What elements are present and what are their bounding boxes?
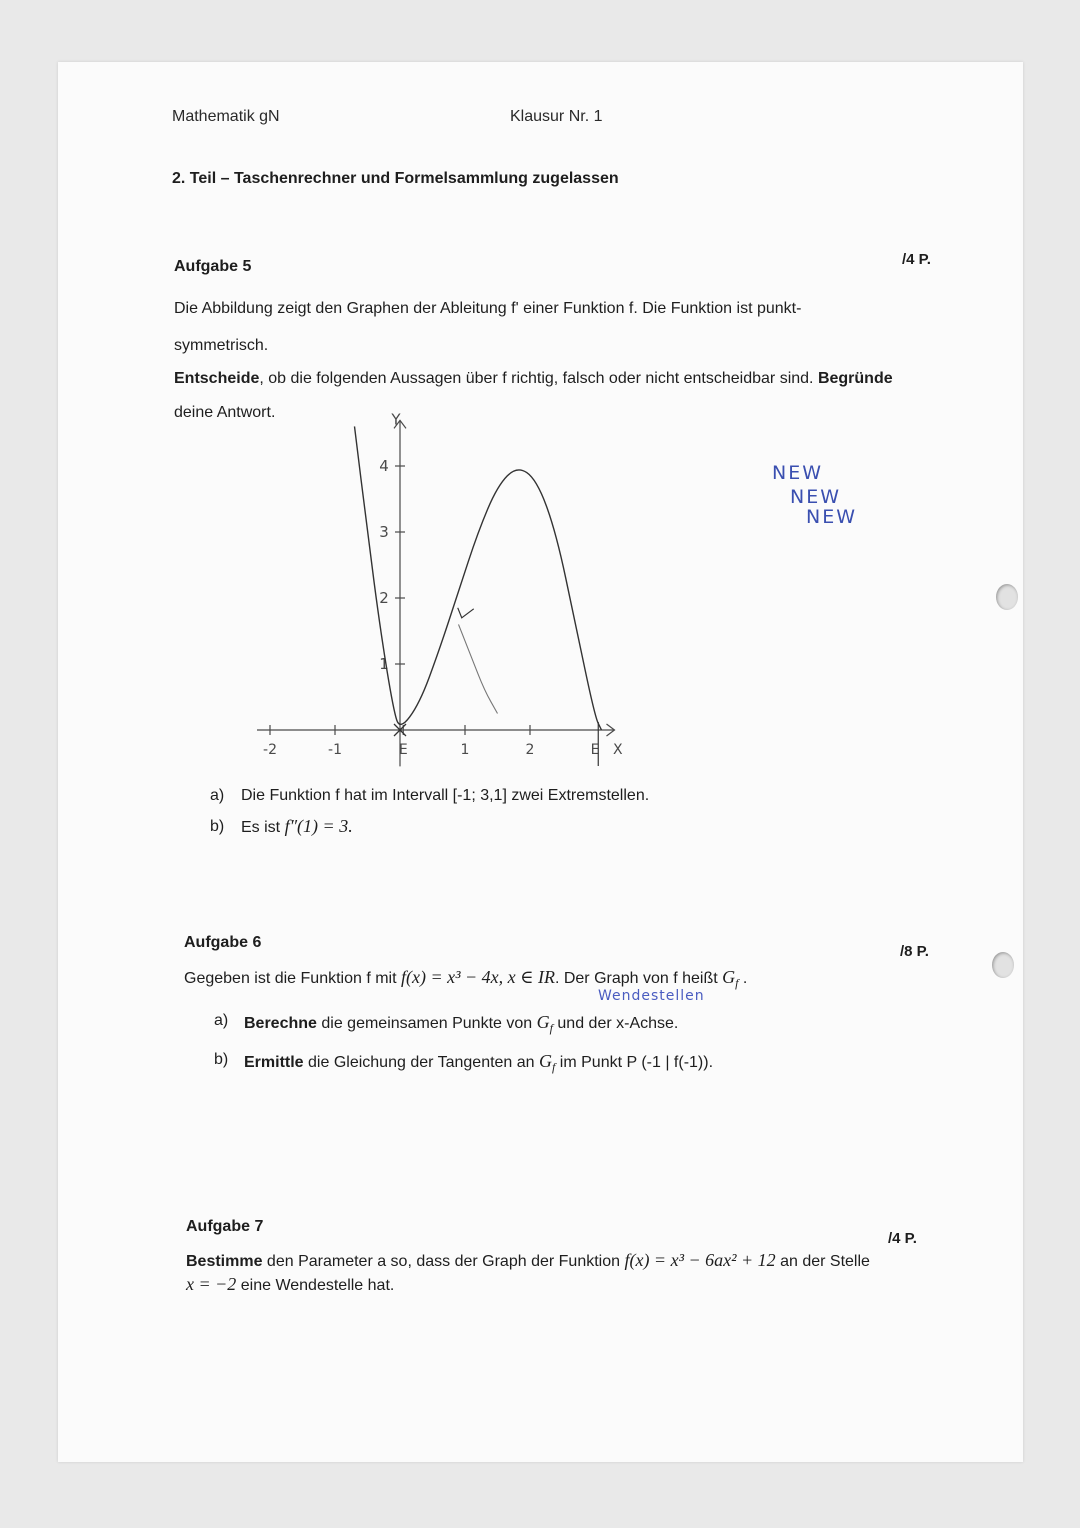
x-tick-label-4: 2 xyxy=(525,742,535,758)
task6-given-math: f(x) = x³ − 4x, x ∈ IR xyxy=(401,967,555,987)
y-tick-label-1: 1 xyxy=(379,655,389,673)
task6-a-text xyxy=(244,1012,678,1036)
task6-given-post: . Der Graph von f heißt xyxy=(554,970,723,987)
y-tick-label-4: 4 xyxy=(379,457,389,475)
task6-given: Gegeben ist die Funktion f mit f(x) = x³ − 4x, x ∈ IR. Der Graph von f heißt $G_f$ . xyxy=(184,967,748,991)
x-tick-label-5: E xyxy=(590,742,600,758)
task6-a-pre: die gemeinsamen Punkte von xyxy=(316,1015,537,1032)
x-tick-label-2: E xyxy=(398,742,408,758)
handwriting-new-3: NEW xyxy=(806,506,858,528)
task5-a-text: Die Funktion f hat im Intervall [-1; 3,1] zwei Extremstellen. xyxy=(241,787,650,804)
handwriting-wendestellen: Wendestellen xyxy=(598,988,705,1004)
header-exam: Klausur Nr. 1 xyxy=(510,108,603,125)
task7-line2-post: eine Wendestelle hat. xyxy=(236,1277,395,1294)
handwriting-new-1: NEW xyxy=(772,462,824,484)
task6-b-graph-sub: f xyxy=(552,1060,556,1075)
task6-a-label: a) xyxy=(214,1012,229,1029)
part-title: 2. Teil – Taschenrechner und Formelsammlung zugelassen xyxy=(172,170,619,187)
task5-instr-mid: , ob die folgenden Aussagen über f richtig, falsch oder nicht entscheidbar sind. xyxy=(259,370,818,387)
task7-line2 xyxy=(186,1274,394,1295)
task5-intro-line1: Die Abbildung zeigt den Graphen der Ableitung f' einer Funktion f. Die Funktion ist punkt- xyxy=(174,300,802,317)
task6-given-pre: Gegeben ist die Funktion f mit xyxy=(184,970,401,987)
task6-graph-name: G xyxy=(722,967,736,987)
task5-a-label: a) xyxy=(210,787,225,804)
handwriting-new-2: NEW xyxy=(790,486,842,508)
task5-b-text xyxy=(241,816,353,837)
punch-hole-bottom xyxy=(992,952,1014,978)
y-axis-label: Y xyxy=(391,410,401,429)
task6-a-graph: G xyxy=(536,1012,550,1032)
series-line-1 xyxy=(459,624,498,713)
header-subject: Mathematik gN xyxy=(172,108,280,125)
task5-points: /4 P. xyxy=(902,251,931,268)
x-tick-label-3: 1 xyxy=(460,742,470,758)
x-tick-label-0: -2 xyxy=(263,742,277,758)
task6-b-post: im Punkt P (-1 | f(-1)). xyxy=(555,1054,714,1071)
task7-post: an der Stelle xyxy=(775,1253,870,1270)
y-tick-label-3: 3 xyxy=(379,523,389,541)
x-tick-label-1: -1 xyxy=(328,742,342,758)
task6-b-text xyxy=(244,1051,713,1075)
task6-b-graph: G xyxy=(539,1051,553,1071)
x-tick-label-6: X xyxy=(612,742,623,758)
task5-instruction-line2: deine Antwort. xyxy=(174,404,276,421)
task7-points: /4 P. xyxy=(888,1230,917,1247)
crossing-mark xyxy=(458,608,474,618)
task6-a-post: und der x-Achse. xyxy=(552,1015,679,1032)
task7-line2-math: x = −2 xyxy=(186,1274,237,1294)
task7-title: Aufgabe 7 xyxy=(186,1218,264,1235)
task6-a-graph-sub: f xyxy=(549,1021,553,1036)
series-line-0 xyxy=(355,426,602,730)
task6-b-bold: Ermittle xyxy=(244,1054,304,1071)
task6-points: /8 P. xyxy=(900,943,929,960)
task6-a-bold: Berechne xyxy=(244,1015,317,1032)
task7-math: f(x) = x³ − 6ax² + 12 xyxy=(624,1250,776,1270)
task7-line1 xyxy=(186,1250,870,1271)
punch-hole-top xyxy=(996,584,1018,610)
task5-b-pre: Es ist xyxy=(241,819,285,836)
y-tick-label-2: 2 xyxy=(379,589,389,607)
task5-title: Aufgabe 5 xyxy=(174,258,252,275)
task5-instr-bold-justify: Begründe xyxy=(817,370,893,387)
task6-b-pre: die Gleichung der Tangenten an xyxy=(303,1054,540,1071)
task5-instr-bold-decide: Entscheide xyxy=(174,370,260,387)
task6-b-label: b) xyxy=(214,1051,229,1068)
task7-bold: Bestimme xyxy=(186,1253,263,1270)
task5-intro-line2: symmetrisch. xyxy=(174,337,269,354)
task6-graph-sub: f xyxy=(735,976,739,991)
derivative-graph xyxy=(220,410,670,780)
task7-pre: den Parameter a so, dass der Graph der Funktion xyxy=(262,1253,625,1270)
task5-instruction-line1 xyxy=(174,370,893,388)
task5-b-label: b) xyxy=(210,818,225,835)
task5-b-math: f″(1) = 3. xyxy=(284,816,353,836)
task6-title: Aufgabe 6 xyxy=(184,934,262,951)
